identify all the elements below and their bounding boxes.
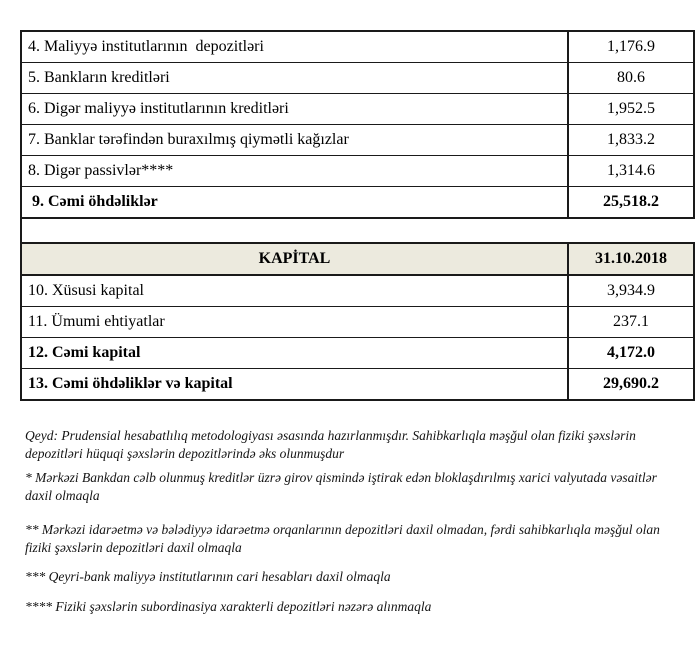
row-value: 3,934.9 bbox=[568, 275, 694, 307]
row-value: 29,690.2 bbox=[568, 369, 694, 401]
footnote-qeyd: Qeyd: Prudensial hesabatlılıq metodologiyası əsasında hazırlanmışdır. Sahibkarlıqla məşğul olan fiziki şəxslərin depozitləri hüquqi şəxslərin depozitlərində əks olunmuşdur bbox=[25, 428, 636, 461]
footnote-asterisk-2: ** Mərkəzi idarəetmə və bələdiyyə idarəetmə orqanlarının depozitləri daxil olmadan, fərdi sahibkarlıqla məşğul olan fiziki şəxslərin depozitləri daxil olmaqla bbox=[25, 522, 660, 555]
row-label: 4. Maliyyə institutlarının depozitləri bbox=[21, 31, 568, 63]
row-value: 1,176.9 bbox=[568, 31, 694, 63]
table-row bbox=[21, 31, 694, 63]
row-value: 25,518.2 bbox=[568, 187, 694, 219]
table-row bbox=[21, 156, 694, 187]
row-label: 12. Cəmi kapital bbox=[21, 338, 568, 369]
row-value: 4,172.0 bbox=[568, 338, 694, 369]
footnote-asterisk-3: *** Qeyri-bank maliyyə institutlarının cari hesabları daxil olmaqla bbox=[25, 569, 391, 585]
row-value: 1,952.5 bbox=[568, 94, 694, 125]
capital-section-title: KAPİTAL bbox=[21, 243, 568, 275]
table-row bbox=[21, 63, 694, 94]
row-value: 237.1 bbox=[568, 307, 694, 338]
row-value: 1,833.2 bbox=[568, 125, 694, 156]
table-row bbox=[21, 307, 694, 338]
table-row-total-liabilities bbox=[21, 187, 694, 219]
table-row-total-liabilities-and-capital bbox=[21, 369, 694, 401]
footnotes-block bbox=[25, 427, 675, 615]
row-label: 10. Xüsusi kapital bbox=[21, 275, 568, 307]
row-label: 7. Banklar tərəfindən buraxılmış qiymətli kağızlar bbox=[21, 125, 568, 156]
table-row bbox=[21, 125, 694, 156]
table-row bbox=[21, 275, 694, 307]
table-row bbox=[21, 94, 694, 125]
row-label: 11. Ümumi ehtiyatlar bbox=[21, 307, 568, 338]
capital-header-row bbox=[21, 243, 694, 275]
row-label: 13. Cəmi öhdəliklər və kapital bbox=[21, 369, 568, 401]
row-value: 1,314.6 bbox=[568, 156, 694, 187]
table-gap-spacer bbox=[20, 219, 693, 242]
row-label: 9. Cəmi öhdəliklər bbox=[21, 187, 568, 219]
row-label: 8. Digər passivlər**** bbox=[21, 156, 568, 187]
row-value: 80.6 bbox=[568, 63, 694, 94]
table-row-total-capital bbox=[21, 338, 694, 369]
capital-table bbox=[20, 242, 695, 401]
report-date: 31.10.2018 bbox=[568, 243, 694, 275]
footnote-asterisk-4: **** Fiziki şəxslərin subordinasiya xarakterli depozitləri nəzərə alınmaqla bbox=[25, 598, 432, 614]
liabilities-table bbox=[20, 30, 695, 219]
row-label: 5. Bankların kreditləri bbox=[21, 63, 568, 94]
footnote-asterisk-1: * Mərkəzi Bankdan cəlb olunmuş kreditlər üzrə girov qismində iştirak edən bloklaşdırılmış xarici valyutada vəsaitlər daxil olmaqla bbox=[25, 470, 657, 503]
report-sheet bbox=[20, 30, 693, 615]
row-label: 6. Digər maliyyə institutlarının kreditləri bbox=[21, 94, 568, 125]
